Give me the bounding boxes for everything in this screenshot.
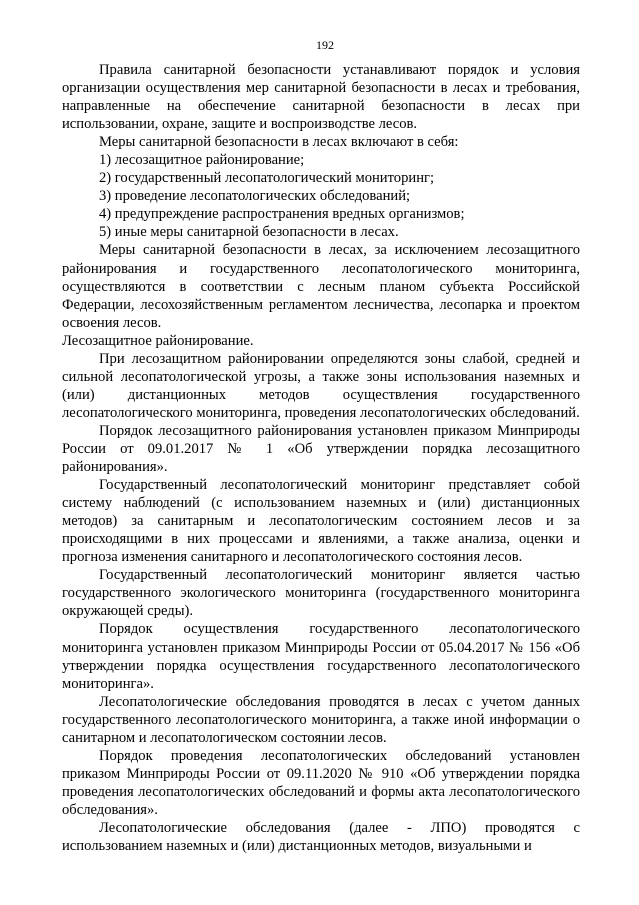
paragraph-zoning-order: Порядок лесозащитного районирования установлен приказом Минприроды России от 09.01.2017 № 1 «Об утверждении порядка лесозащитного районирования». bbox=[62, 422, 580, 476]
list-item-4: 4) предупреждение распространения вредных организмов; bbox=[99, 206, 465, 223]
paragraph-monitoring-definition: Государственный лесопатологический мониторинг представляет собой систему наблюдений (с использованием наземных и (или) дистанционных методов) за санитарным и лесопатологическим состоянием лесов и за происходящими в них процессами и явлениями, а также анализа, оценки и прогноза изменения санитарного и лесопатологического состояния лесов. bbox=[62, 477, 580, 566]
paragraph-measures-exception: Меры санитарной безопасности в лесах, за исключением лесозащитного районирования и государственного лесопатологического мониторинга, осуществляются в соответствии с лесным планом субъекта Российской Федерации, лесохозяйственным регламентом лесничества, лесопарка и проектом освоения лесов. bbox=[62, 242, 580, 331]
list-item-1: 1) лесозащитное районирование; bbox=[99, 152, 305, 169]
body-text bbox=[62, 61, 580, 855]
paragraph-lpo-methods: Лесопатологические обследования (далее - ЛПО) проводятся с использованием наземных и (или) дистанционных методов, визуальными и bbox=[62, 819, 580, 855]
paragraph-surveys-order: Порядок проведения лесопатологических обследований установлен приказом Минприроды России от 09.11.2020 № 910 «Об утверждении порядка проведения лесопатологических обследований и формы акта лесопатологического обследования». bbox=[62, 747, 580, 818]
paragraph-surveys-basis: Лесопатологические обследования проводятся в лесах с учетом данных государственного лесопатологического мониторинга, а также иной информации о санитарном и лесопатологическом состоянии лесов. bbox=[62, 693, 580, 746]
section-heading-zoning: Лесозащитное районирование. bbox=[62, 332, 254, 349]
paragraph-monitoring-order: Порядок осуществления государственного лесопатологического мониторинга установлен приказом Минприроды России от 05.04.2017 № 156 «Об утверждении порядка осуществления государственного лесопатологического мониторинга». bbox=[62, 621, 580, 692]
paragraph-monitoring-part: Государственный лесопатологический мониторинг является частью государственного экологического мониторинга (государственного мониторинга окружающей среды). bbox=[62, 567, 580, 620]
list-item-5: 5) иные меры санитарной безопасности в лесах. bbox=[99, 224, 399, 241]
paragraph-measures-intro: Меры санитарной безопасности в лесах включают в себя: bbox=[99, 134, 459, 151]
paragraph-zoning-zones: При лесозащитном районировании определяются зоны слабой, средней и сильной лесопатологической угрозы, а также зоны использования наземных и (или) дистанционных методов осуществления государственного лесопатологического мониторинга, проведения лесопатологических обследований. bbox=[62, 350, 580, 421]
page-number: 192 bbox=[316, 38, 334, 52]
list-item-2: 2) государственный лесопатологический мониторинг; bbox=[99, 170, 435, 187]
document-page bbox=[62, 38, 580, 855]
list-item-3: 3) проведение лесопатологических обследований; bbox=[99, 188, 411, 205]
paragraph-sanitary-rules: Правила санитарной безопасности устанавливают порядок и условия организации осуществления мер санитарной безопасности в лесах и требования, направленные на обеспечение санитарной безопасности в лесах при использовании, охране, защите и воспроизводстве лесов. bbox=[62, 62, 580, 133]
